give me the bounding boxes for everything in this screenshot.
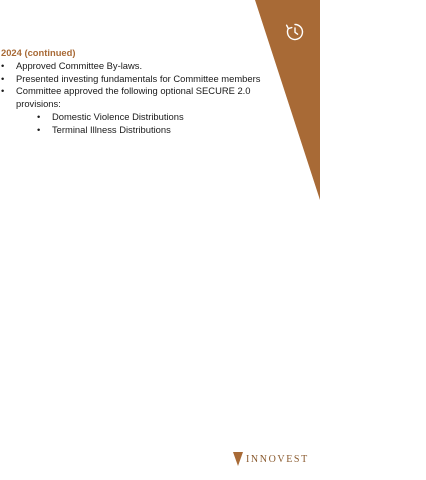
list-item-text: Approved Committee By-laws.: [16, 59, 143, 71]
list-item-text: Presented investing fundamentals for Committee members: [16, 72, 261, 84]
list-item-text: Committee approved the following optional SECURE 2.0 provisions:: [16, 85, 251, 110]
list-item: [1, 73, 291, 86]
bullet-icon: •: [37, 123, 41, 135]
logo-text: INNOVEST: [246, 453, 309, 465]
sub-list-item: [37, 124, 291, 137]
refresh-icon: [283, 20, 307, 44]
logo-mark-icon: [233, 451, 243, 467]
bullet-list: [1, 60, 291, 137]
bullet-icon: •: [37, 110, 41, 122]
list-item: [1, 60, 291, 73]
bullet-icon: •: [1, 85, 5, 97]
sub-list-item-text: Domestic Violence Distributions: [52, 110, 184, 122]
content-block: [1, 47, 291, 137]
bullet-icon: •: [1, 59, 5, 71]
sub-list-item-text: Terminal Illness Distributions: [52, 123, 171, 135]
innovest-logo: [233, 451, 309, 467]
sub-bullet-list: [16, 111, 291, 137]
list-item: [1, 85, 291, 136]
bullet-icon: •: [1, 72, 5, 84]
section-heading: 2024 (continued): [1, 47, 76, 58]
sub-list-item: [37, 111, 291, 124]
